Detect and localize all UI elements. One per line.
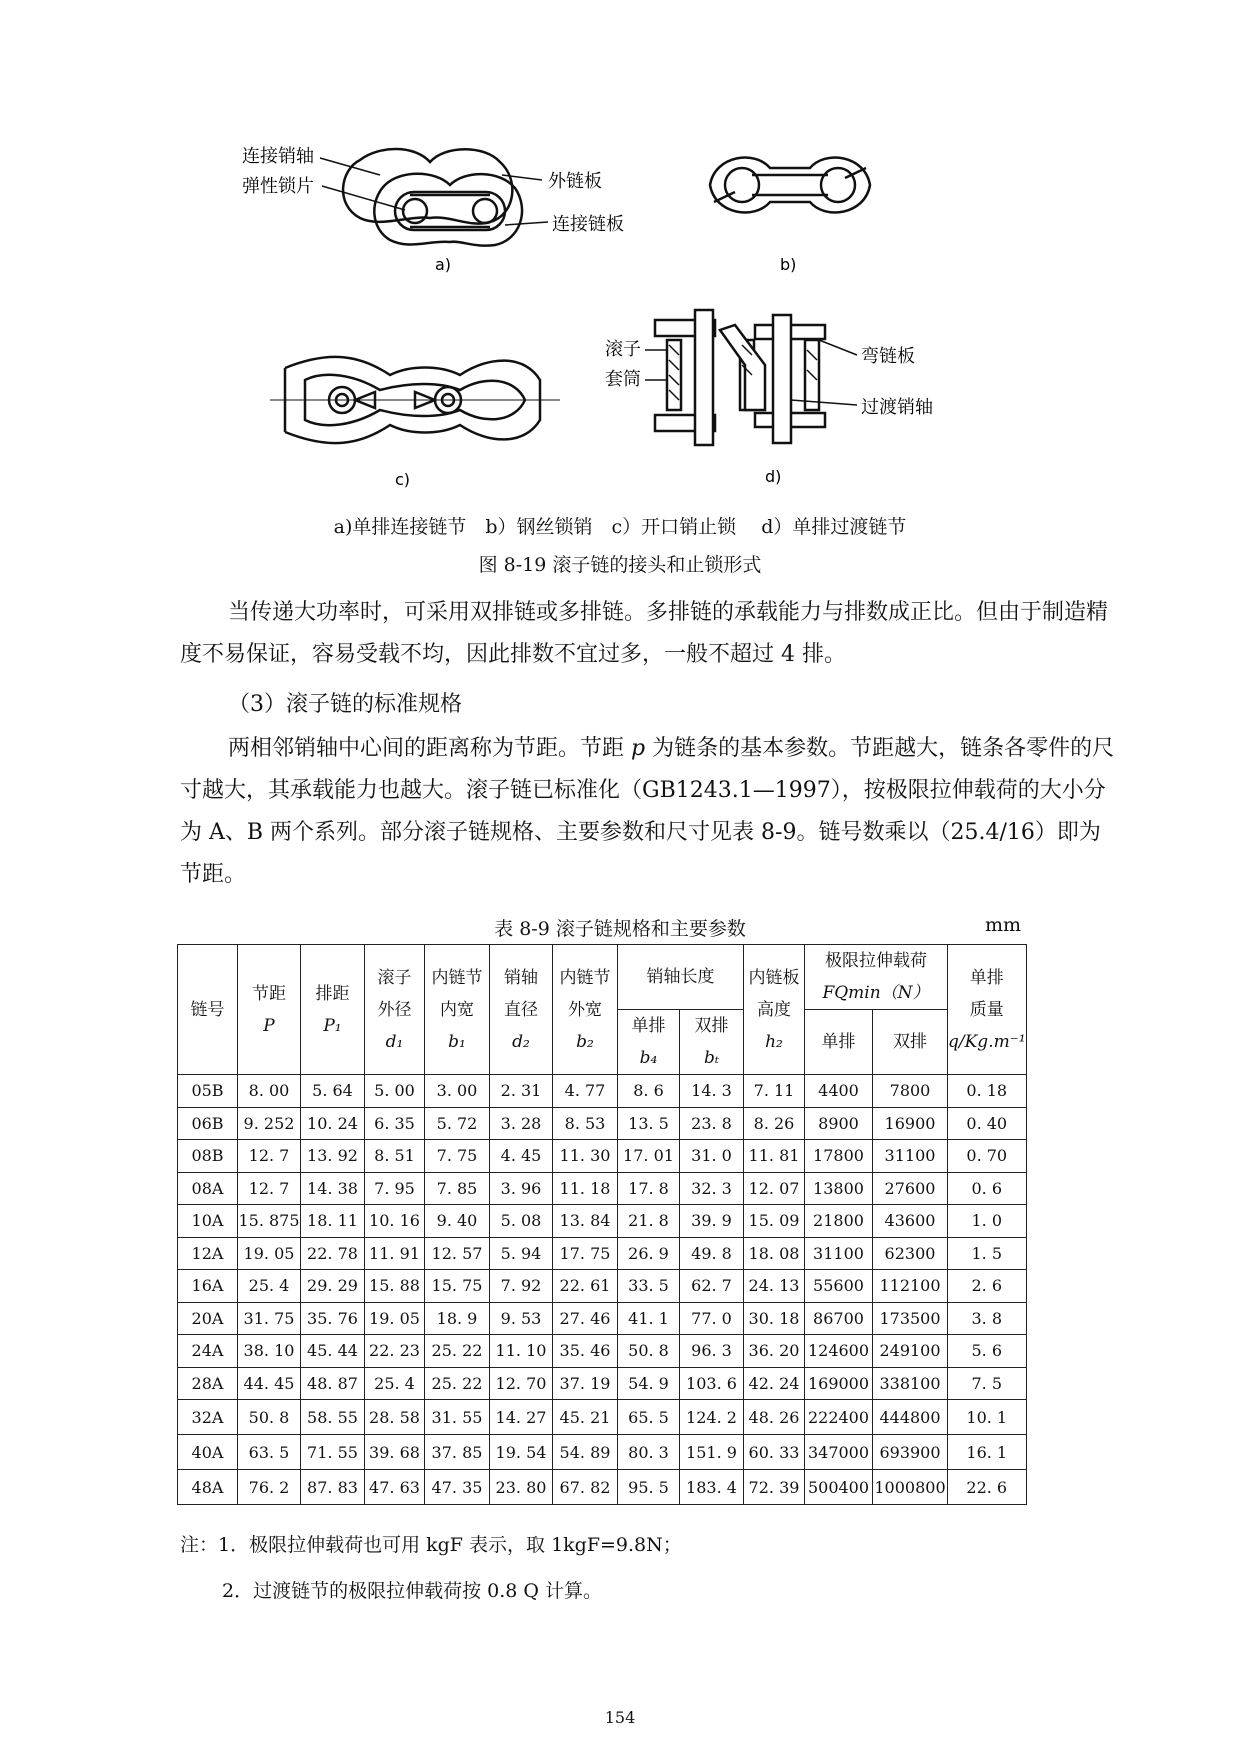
- table-cell: 13800: [805, 1172, 873, 1205]
- table-cell: 25. 22: [425, 1367, 490, 1400]
- table-cell: 41. 1: [618, 1302, 680, 1335]
- table-cell: 13. 84: [553, 1205, 618, 1238]
- label-outer-plate: 外链板: [548, 171, 602, 192]
- table-row: [178, 1205, 1027, 1238]
- table-cell: 24. 13: [744, 1270, 805, 1303]
- figure-caption: 图 8-19 滚子链的接头和止锁形式: [478, 554, 762, 576]
- table-cell: 25. 4: [238, 1270, 301, 1303]
- table-cell: 124. 2: [680, 1400, 744, 1435]
- roller-chain-spec-table: [177, 944, 1027, 1505]
- table-cell: 3. 28: [490, 1107, 553, 1140]
- header-outer-width: 内链节 外宽 b₂: [553, 945, 618, 1075]
- sub-label-a: a): [435, 255, 452, 274]
- table-cell: 31100: [805, 1237, 873, 1270]
- figure-b-wire-lock: [700, 140, 900, 280]
- header-roller-dia: 滚子 外径 d₁: [365, 945, 425, 1075]
- pitch-variable: p: [631, 736, 646, 761]
- table-cell: 5. 72: [425, 1107, 490, 1140]
- table-cell: 47. 63: [365, 1470, 425, 1505]
- table-cell: 9. 53: [490, 1302, 553, 1335]
- table-cell: 8. 26: [744, 1107, 805, 1140]
- table-cell: 63. 5: [238, 1435, 301, 1470]
- table-cell: 18. 9: [425, 1302, 490, 1335]
- header-load-double: 双排: [873, 1010, 948, 1075]
- header-pin-length-double: 双排 bₜ: [680, 1010, 744, 1075]
- table-cell: 17800: [805, 1140, 873, 1173]
- table-cell: 8. 6: [618, 1075, 680, 1108]
- table-body: [178, 1075, 1027, 1505]
- figure-a-connecting-link: [230, 140, 670, 285]
- table-cell: 62300: [873, 1237, 948, 1270]
- chain-number-cell: 08B: [178, 1140, 238, 1173]
- table-cell: 4. 45: [490, 1140, 553, 1173]
- table-cell: 9. 252: [238, 1107, 301, 1140]
- table-cell: 13. 92: [301, 1140, 365, 1173]
- table-row: [178, 1172, 1027, 1205]
- table-cell: 12. 57: [425, 1237, 490, 1270]
- table-cell: 49. 8: [680, 1237, 744, 1270]
- table-cell: 14. 3: [680, 1075, 744, 1108]
- figure-d-transition-link: [605, 305, 965, 490]
- table-cell: 0. 40: [948, 1107, 1027, 1140]
- table-cell: 19. 54: [490, 1435, 553, 1470]
- table-cell: 3. 8: [948, 1302, 1027, 1335]
- table-cell: 37. 85: [425, 1435, 490, 1470]
- chain-number-cell: 06B: [178, 1107, 238, 1140]
- table-row: [178, 1400, 1027, 1435]
- table-cell: 15. 88: [365, 1270, 425, 1303]
- table-cell: 27600: [873, 1172, 948, 1205]
- table-cell: 86700: [805, 1302, 873, 1335]
- table-cell: 3. 96: [490, 1172, 553, 1205]
- table-cell: 4400: [805, 1075, 873, 1108]
- table-cell: 4. 77: [553, 1075, 618, 1108]
- section-heading: （3）滚子链的标准规格: [228, 692, 462, 717]
- note-2: 2．过渡链节的极限拉伸载荷按 0.8 Q 计算。: [222, 1580, 603, 1602]
- table-cell: 13. 5: [618, 1107, 680, 1140]
- label-spring-clip: 弹性锁片: [242, 176, 314, 197]
- table-cell: 60. 33: [744, 1435, 805, 1470]
- table-cell: 17. 75: [553, 1237, 618, 1270]
- table-cell: 42. 24: [744, 1367, 805, 1400]
- table-cell: 54. 89: [553, 1435, 618, 1470]
- table-cell: 76. 2: [238, 1470, 301, 1505]
- table-cell: 6. 35: [365, 1107, 425, 1140]
- table-cell: 39. 9: [680, 1205, 744, 1238]
- table-cell: 7. 85: [425, 1172, 490, 1205]
- table-cell: 87. 83: [301, 1470, 365, 1505]
- page-number: 154: [604, 1708, 636, 1727]
- table-row: [178, 1435, 1027, 1470]
- table-row: [178, 1367, 1027, 1400]
- chain-number-cell: 20A: [178, 1302, 238, 1335]
- chain-number-cell: 16A: [178, 1270, 238, 1303]
- header-chain-no: 链号: [178, 945, 238, 1075]
- table-cell: 11. 30: [553, 1140, 618, 1173]
- chain-number-cell: 12A: [178, 1237, 238, 1270]
- table-cell: 22. 78: [301, 1237, 365, 1270]
- label-transition-pin: 过渡销轴: [861, 397, 933, 418]
- table-cell: 95. 5: [618, 1470, 680, 1505]
- table-cell: 30. 18: [744, 1302, 805, 1335]
- table-cell: 10. 16: [365, 1205, 425, 1238]
- note-1: 注：1．极限拉伸载荷也可用 kgF 表示，取 1kgF=9.8N；: [180, 1534, 682, 1556]
- table-cell: 27. 46: [553, 1302, 618, 1335]
- table-cell: 32. 3: [680, 1172, 744, 1205]
- table-cell: 11. 91: [365, 1237, 425, 1270]
- table-cell: 7. 75: [425, 1140, 490, 1173]
- table-cell: 183. 4: [680, 1470, 744, 1505]
- table-cell: 0. 18: [948, 1075, 1027, 1108]
- table-cell: 14. 27: [490, 1400, 553, 1435]
- paragraph-pitch: [180, 728, 1120, 896]
- table-cell: 23. 80: [490, 1470, 553, 1505]
- chain-number-cell: 10A: [178, 1205, 238, 1238]
- table-cell: 11. 10: [490, 1335, 553, 1368]
- chain-number-cell: 48A: [178, 1470, 238, 1505]
- table-cell: 72. 39: [744, 1470, 805, 1505]
- table-cell: 12. 7: [238, 1172, 301, 1205]
- table-row: [178, 1075, 1027, 1108]
- table-cell: 77. 0: [680, 1302, 744, 1335]
- table-cell: 9. 40: [425, 1205, 490, 1238]
- table-cell: 5. 6: [948, 1335, 1027, 1368]
- table-cell: 693900: [873, 1435, 948, 1470]
- table-cell: 124600: [805, 1335, 873, 1368]
- table-cell: 249100: [873, 1335, 948, 1368]
- table-row: [178, 1302, 1027, 1335]
- table-cell: 22. 61: [553, 1270, 618, 1303]
- chain-number-cell: 28A: [178, 1367, 238, 1400]
- table-cell: 45. 44: [301, 1335, 365, 1368]
- table-cell: 10. 24: [301, 1107, 365, 1140]
- table-cell: 8. 00: [238, 1075, 301, 1108]
- table-cell: 33. 5: [618, 1270, 680, 1303]
- table-cell: 23. 8: [680, 1107, 744, 1140]
- table-cell: 18. 08: [744, 1237, 805, 1270]
- header-pin-dia: 销轴 直径 d₂: [490, 945, 553, 1075]
- table-cell: 103. 6: [680, 1367, 744, 1400]
- table-cell: 12. 7: [238, 1140, 301, 1173]
- table-cell: 2. 31: [490, 1075, 553, 1108]
- table-cell: 31. 75: [238, 1302, 301, 1335]
- table-cell: 35. 76: [301, 1302, 365, 1335]
- table-cell: 444800: [873, 1400, 948, 1435]
- table-cell: 17. 01: [618, 1140, 680, 1173]
- header-load-single: 单排: [805, 1010, 873, 1075]
- table-cell: 347000: [805, 1435, 873, 1470]
- table-cell: 36. 20: [744, 1335, 805, 1368]
- table-title: 表 8-9 滚子链规格和主要参数: [494, 918, 746, 940]
- table-cell: 28. 58: [365, 1400, 425, 1435]
- table-cell: 151. 9: [680, 1435, 744, 1470]
- table-cell: 7. 92: [490, 1270, 553, 1303]
- table-cell: 31. 0: [680, 1140, 744, 1173]
- table-cell: 50. 8: [238, 1400, 301, 1435]
- table-cell: 19. 05: [365, 1302, 425, 1335]
- table-cell: 65. 5: [618, 1400, 680, 1435]
- table-row: [178, 1140, 1027, 1173]
- table-row: [178, 1335, 1027, 1368]
- table-row: [178, 1270, 1027, 1303]
- table-cell: 37. 19: [553, 1367, 618, 1400]
- table-row: [178, 1107, 1027, 1140]
- table-cell: 112100: [873, 1270, 948, 1303]
- label-connecting-pin: 连接销轴: [242, 146, 314, 167]
- table-cell: 1. 0: [948, 1205, 1027, 1238]
- table-cell: 22. 6: [948, 1470, 1027, 1505]
- table-cell: 21. 8: [618, 1205, 680, 1238]
- chain-number-cell: 24A: [178, 1335, 238, 1368]
- table-cell: 39. 68: [365, 1435, 425, 1470]
- table-cell: 62. 7: [680, 1270, 744, 1303]
- paragraph-multi-row: 当传递大功率时，可采用双排链或多排链。多排链的承载能力与排数成正比。但由于制造精度不易保证，容易受载不均，因此排数不宜过多，一般不超过 4 排。: [180, 600, 1109, 667]
- table-cell: 2. 6: [948, 1270, 1027, 1303]
- label-connecting-plate: 连接链板: [552, 214, 624, 235]
- table-cell: 3. 00: [425, 1075, 490, 1108]
- table-cell: 35. 46: [553, 1335, 618, 1368]
- table-cell: 31100: [873, 1140, 948, 1173]
- table-cell: 96. 3: [680, 1335, 744, 1368]
- table-cell: 29. 29: [301, 1270, 365, 1303]
- table-cell: 14. 38: [301, 1172, 365, 1205]
- table-cell: 5. 00: [365, 1075, 425, 1108]
- header-pin-length: 销轴长度: [618, 945, 744, 1010]
- table-cell: 5. 64: [301, 1075, 365, 1108]
- table-cell: 25. 4: [365, 1367, 425, 1400]
- table-cell: 21800: [805, 1205, 873, 1238]
- sub-label-d: d): [765, 467, 782, 486]
- table-cell: 8. 53: [553, 1107, 618, 1140]
- table-cell: 5. 94: [490, 1237, 553, 1270]
- table-cell: 7. 11: [744, 1075, 805, 1108]
- table-cell: 12. 07: [744, 1172, 805, 1205]
- sub-label-c: c): [395, 470, 411, 489]
- table-cell: 45. 21: [553, 1400, 618, 1435]
- sub-label-b: b): [780, 255, 797, 274]
- table-cell: 1. 5: [948, 1237, 1027, 1270]
- table-cell: 7800: [873, 1075, 948, 1108]
- header-plate-height: 内链板 高度 h₂: [744, 945, 805, 1075]
- table-cell: 7. 5: [948, 1367, 1027, 1400]
- table-cell: 38. 10: [238, 1335, 301, 1368]
- table-cell: 8. 51: [365, 1140, 425, 1173]
- header-pitch: 节距 P: [238, 945, 301, 1075]
- table-cell: 173500: [873, 1302, 948, 1335]
- table-cell: 7. 95: [365, 1172, 425, 1205]
- table-cell: 16. 1: [948, 1435, 1027, 1470]
- label-bent-plate: 弯链板: [861, 346, 915, 367]
- chain-number-cell: 05B: [178, 1075, 238, 1108]
- table-row: [178, 1470, 1027, 1505]
- header-mass: 单排 质量 q/Kg.m⁻¹: [948, 945, 1027, 1075]
- table-cell: 12. 70: [490, 1367, 553, 1400]
- chain-number-cell: 40A: [178, 1435, 238, 1470]
- table-cell: 43600: [873, 1205, 948, 1238]
- table-cell: 22. 23: [365, 1335, 425, 1368]
- header-tensile-load: 极限拉伸载荷 FQmin（N）: [805, 945, 948, 1010]
- table-cell: 26. 9: [618, 1237, 680, 1270]
- table-cell: 44. 45: [238, 1367, 301, 1400]
- table-cell: 71. 55: [301, 1435, 365, 1470]
- table-cell: 17. 8: [618, 1172, 680, 1205]
- table-cell: 31. 55: [425, 1400, 490, 1435]
- figure-c-cotter-pin-lock: [270, 350, 560, 500]
- table-cell: 15. 75: [425, 1270, 490, 1303]
- table-cell: 10. 1: [948, 1400, 1027, 1435]
- table-cell: 47. 35: [425, 1470, 490, 1505]
- table-cell: 500400: [805, 1470, 873, 1505]
- table-cell: 54. 9: [618, 1367, 680, 1400]
- paragraph-pitch-b: 为链条的基本参数。节距越大，链条各零件的尺寸越大，其承载能力也越大。滚子链已标准化（GB1243.1—1997），按极限拉伸载荷的大小分为 A、B 两个系列。部分滚子链规格、主要参数和尺寸见表 8-9。链号数乘以（25.4/16）即为节距。: [180, 736, 1115, 887]
- table-cell: 5. 08: [490, 1205, 553, 1238]
- table-cell: 0. 70: [948, 1140, 1027, 1173]
- table-cell: 25. 22: [425, 1335, 490, 1368]
- table-cell: 18. 11: [301, 1205, 365, 1238]
- table-cell: 15. 875: [238, 1205, 301, 1238]
- table-cell: 19. 05: [238, 1237, 301, 1270]
- figure-subcaption: a)单排连接链节 b）钢丝锁销 c）开口销止锁 d）单排过渡链节: [333, 516, 907, 538]
- table-row: [178, 1237, 1027, 1270]
- chain-number-cell: 32A: [178, 1400, 238, 1435]
- label-bushing: 套筒: [605, 369, 641, 390]
- table-cell: 16900: [873, 1107, 948, 1140]
- table-cell: 169000: [805, 1367, 873, 1400]
- header-inner-width: 内链节 内宽 b₁: [425, 945, 490, 1075]
- table-cell: 48. 26: [744, 1400, 805, 1435]
- table-cell: 11. 18: [553, 1172, 618, 1205]
- table-cell: 1000800: [873, 1470, 948, 1505]
- table-cell: 222400: [805, 1400, 873, 1435]
- table-cell: 58. 55: [301, 1400, 365, 1435]
- chain-number-cell: 08A: [178, 1172, 238, 1205]
- table-cell: 15. 09: [744, 1205, 805, 1238]
- table-cell: 55600: [805, 1270, 873, 1303]
- table-cell: 11. 81: [744, 1140, 805, 1173]
- table-cell: 0. 6: [948, 1172, 1027, 1205]
- table-cell: 48. 87: [301, 1367, 365, 1400]
- header-pin-length-single: 单排 b₄: [618, 1010, 680, 1075]
- table-cell: 8900: [805, 1107, 873, 1140]
- table-cell: 67. 82: [553, 1470, 618, 1505]
- label-roller: 滚子: [605, 339, 641, 360]
- paragraph-pitch-a: 两相邻销轴中心间的距离称为节距。节距: [228, 736, 631, 761]
- table-cell: 80. 3: [618, 1435, 680, 1470]
- table-cell: 338100: [873, 1367, 948, 1400]
- table-unit: mm: [985, 914, 1022, 936]
- header-row-pitch: 排距 P₁: [301, 945, 365, 1075]
- table-cell: 50. 8: [618, 1335, 680, 1368]
